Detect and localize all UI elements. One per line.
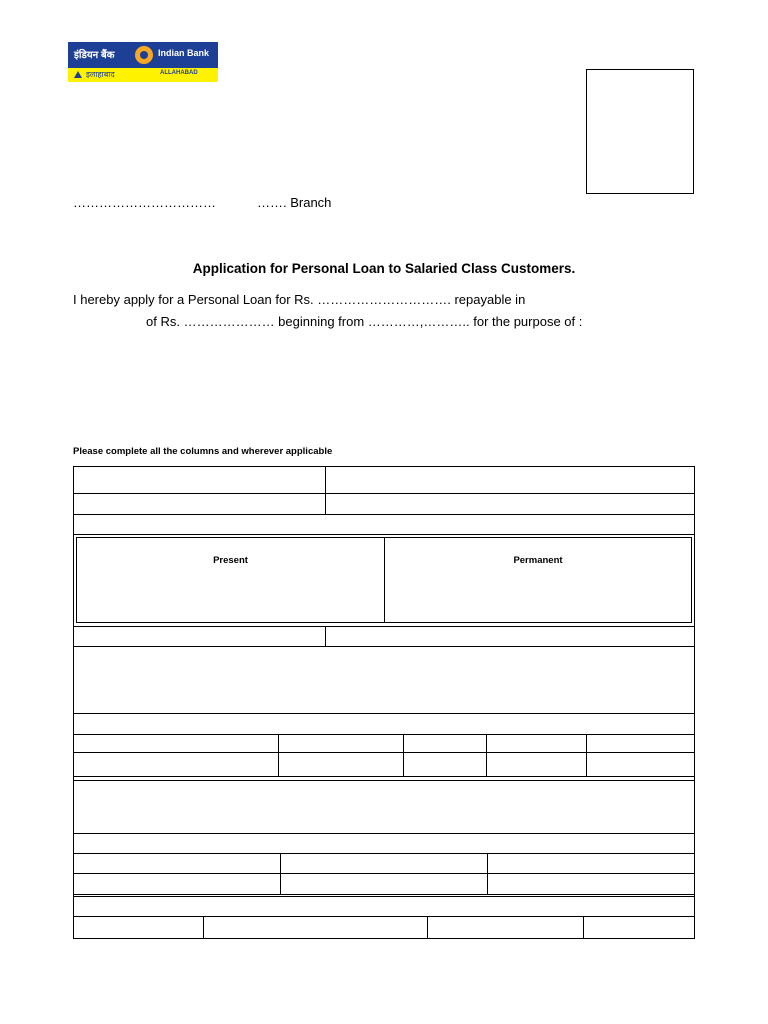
table-col-rule: [278, 734, 279, 776]
table-row-rule: [73, 938, 695, 939]
logo-name-hindi: इंडियन बैंक: [74, 50, 115, 61]
branch-label: ……. Branch: [257, 195, 332, 210]
table-row-rule: [73, 646, 695, 647]
bank-emblem-icon: [134, 45, 154, 65]
logo-city-english: ALLAHABAD: [160, 70, 198, 76]
address-box-rule: [76, 622, 692, 623]
logo-city-band: [68, 68, 218, 82]
address-box-rule: [76, 537, 692, 538]
table-row-rule: [73, 853, 695, 854]
logo-city-hindi: इलाहाबाद: [86, 70, 115, 79]
table-col-rule: [427, 916, 428, 938]
table-col-rule: [486, 734, 487, 776]
table-row-rule: [73, 752, 695, 753]
address-box-rule: [691, 537, 692, 623]
table-row-rule: [73, 896, 695, 897]
apply-statement-line-1: I hereby apply for a Personal Loan for Rs. …………………………. repayable in: [73, 292, 526, 307]
table-col-rule: [203, 916, 204, 938]
address-box-rule: [384, 537, 385, 623]
table-col-rule: [586, 734, 587, 776]
table-col-rule: [403, 734, 404, 776]
form-title: Application for Personal Loan to Salaried Class Customers.: [192, 261, 576, 276]
table-border-left: [73, 466, 74, 939]
table-col-rule: [583, 916, 584, 938]
table-row-rule: [73, 894, 695, 895]
table-col-rule: [280, 853, 281, 895]
logo-triangle-icon: [74, 71, 82, 78]
logo-name-english: Indian Bank: [158, 48, 210, 58]
table-row-rule: [73, 833, 695, 834]
table-row-rule: [73, 713, 695, 714]
apply-statement-line-2: of Rs. ………………… beginning from …………,……….. for the purpose of :: [146, 314, 583, 329]
table-col-rule: [487, 853, 488, 895]
table-row-rule: [73, 493, 695, 494]
table-col-rule: [325, 626, 326, 646]
table-row-rule: [73, 780, 695, 781]
table-row-rule: [73, 916, 695, 917]
instruction-text: Please complete all the columns and wherever applicable: [73, 446, 333, 457]
table-row-rule: [73, 534, 695, 535]
logo-banner: [68, 42, 218, 68]
permanent-address-label: Permanent: [513, 555, 563, 566]
table-border-right: [694, 466, 695, 939]
table-row-rule: [73, 734, 695, 735]
table-row-rule: [73, 626, 695, 627]
table-row-rule: [73, 873, 695, 874]
table-row-rule: [73, 776, 695, 777]
branch-name-blank[interactable]: ……………………………: [73, 195, 216, 210]
table-col-rule: [325, 466, 326, 514]
table-row-rule: [73, 514, 695, 515]
photo-box[interactable]: [586, 69, 694, 194]
address-box-rule: [76, 537, 77, 623]
bank-logo: [68, 42, 218, 82]
present-address-label: Present: [213, 555, 248, 566]
table-row-rule: [73, 466, 695, 467]
